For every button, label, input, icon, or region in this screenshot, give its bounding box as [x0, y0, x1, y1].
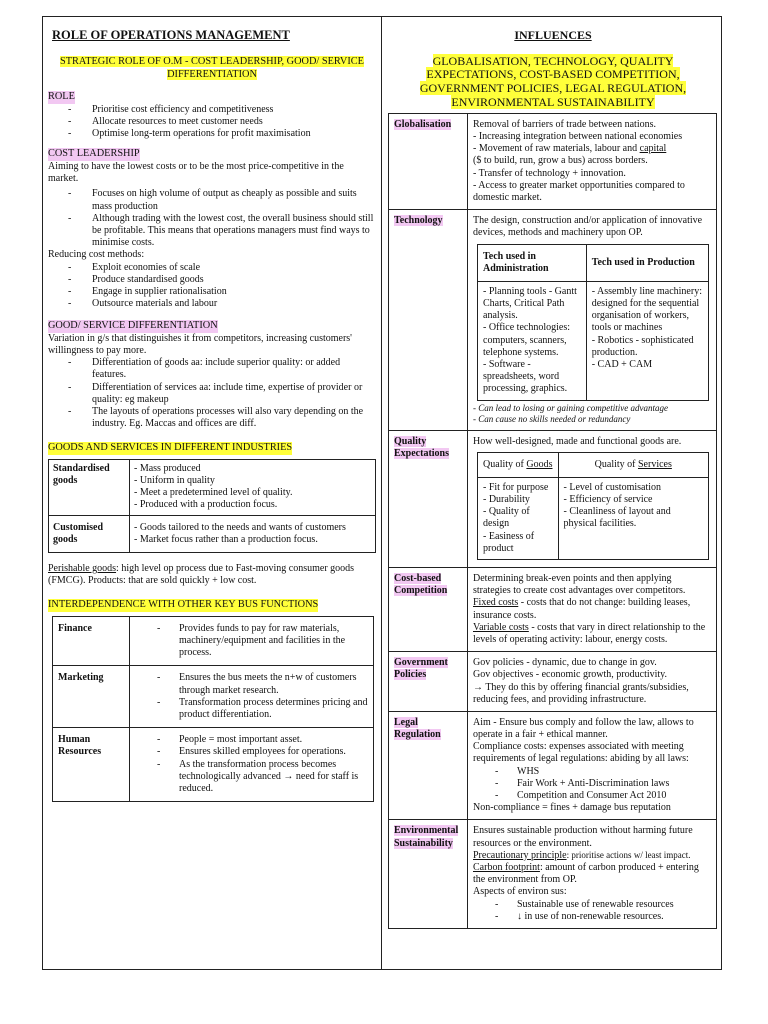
- table-key: Quality Expectations: [389, 430, 468, 568]
- table-cell: How well-designed, made and functional goods are. Quality of Goods Quality of Services - Fit for purpose - Durability - Quality of design - Easiness of product - Level of customisation - Efficiency of service - Cleanliness of layout and physical facilities.: [468, 430, 717, 568]
- table-cell: - Provides funds to pay for raw materials, machinery/equipment and facilities in the process.: [130, 616, 374, 666]
- role-heading: ROLE: [48, 91, 75, 103]
- diff-intro: Variation in g/s that distinguishes it from competitors, increasing customers' willingness to pay more.: [48, 332, 352, 356]
- list-item: - Differentiation of services aa: include time, expertise of provider or quality: eg makeup: [48, 382, 376, 406]
- table-row: [389, 113, 717, 209]
- cost-intro: Aiming to have the lowest costs or to be the most price-competitive in the market.: [48, 161, 344, 185]
- table-key: Cost-based Competition: [389, 568, 468, 652]
- interdependence-table: [52, 616, 374, 802]
- industries-table: [48, 459, 376, 553]
- table-row: [389, 210, 717, 430]
- list-item: - Optimise long-term operations for profit maximisation: [48, 128, 376, 140]
- cost-list: [48, 188, 376, 249]
- industries-heading: GOODS AND SERVICES IN DIFFERENT INDUSTRIES: [48, 442, 293, 454]
- left-subtitle: STRATEGIC ROLE OF O.M - COST LEADERSHIP, GOOD/ SERVICE DIFFERENTIATION: [60, 56, 364, 80]
- diff-list: [48, 357, 376, 430]
- role-list: [48, 104, 376, 141]
- perishable-note: Perishable goods: high level op process due to Fast-moving consumer goods (FMCG). Products: that are sold quickly + low cost.: [48, 562, 355, 587]
- table-row: [53, 666, 374, 728]
- list-item: - Although trading with the lowest cost, the overall business should still be profitable. This means that operations managers must find ways to minimise costs.: [48, 213, 376, 250]
- table-row: [53, 616, 374, 666]
- right-title: INFLUENCES: [514, 28, 592, 42]
- list-item: - Exploit economies of scale: [48, 262, 376, 274]
- table-key: Marketing: [53, 666, 130, 728]
- list-item: - Produce standardised goods: [48, 274, 376, 286]
- quality-table: Quality of Goods Quality of Services - Fit for purpose - Durability - Quality of design - Easiness of product - Level of customisation - Efficiency of service - Cleanliness of layout and physical facilities.: [477, 452, 709, 560]
- table-key: Human Resources: [53, 728, 130, 802]
- table-cell: Aim - Ensure bus comply and follow the law, allows to operate in a fair + ethical manner. Compliance costs: expenses associated with meeting requirements of legal regulations: abiding by all laws: - WHS - Fair Work + Anti-Discrimination laws - Competition and Consumer Act 2010 Non-compliance = fines + damage bus reputation: [468, 711, 717, 820]
- table-key: Finance: [53, 616, 130, 666]
- column-divider: [381, 16, 382, 970]
- table-row: [389, 430, 717, 568]
- table-key: Legal Regulation: [389, 711, 468, 820]
- table-row: [389, 711, 717, 820]
- table-cell: - People = most important asset. - Ensures skilled employees for operations. - As the transformation process becomes technologically advanced → need for staff is reduced.: [130, 728, 374, 802]
- influences-table: [388, 113, 717, 929]
- right-subtitle: GLOBALISATION, TECHNOLOGY, QUALITY EXPECTATIONS, COST-BASED COMPETITION, GOVERNMENT POLICIES, LEGAL REGULATION, ENVIRONMENTAL SUSTAINABILITY: [419, 53, 687, 110]
- list-item: - Focuses on high volume of output as cheaply as possible and suits mass production: [48, 188, 376, 212]
- methods-list: [48, 262, 376, 311]
- table-row: [49, 515, 376, 552]
- list-item: - The layouts of operations processes will also vary depending on the industry. Eg. Maccas and offices are diff.: [48, 406, 376, 430]
- list-item: - Outsource materials and labour: [48, 298, 376, 310]
- left-title: ROLE OF OPERATIONS MANAGEMENT: [52, 28, 290, 42]
- table-cell: Ensures sustainable production without harming future resources or the environment. Precautionary principle: prioritise actions w/ least impact. Carbon footprint: amount of carbon produced + entering the environment from OP. Aspects of environ sus: - Sustainable use of renewable resources - ↓ in use of non-renewable resources.: [468, 820, 717, 929]
- list-item: - Prioritise cost efficiency and competitiveness: [48, 104, 376, 116]
- table-row: [53, 728, 374, 802]
- diff-heading: GOOD/ SERVICE DIFFERENTIATION: [48, 320, 218, 332]
- right-column: [388, 16, 718, 929]
- list-item: - Differentiation of goods aa: include superior quality: or added features.: [48, 357, 376, 381]
- table-row: [389, 652, 717, 712]
- table-cell: Gov policies - dynamic, due to change in gov. Gov objectives - economic growth, productivity. → They do this by offering financial grants/subsidies, reducing fees, and providing infrastructure.: [468, 652, 717, 712]
- cost-heading: COST LEADERSHIP: [48, 148, 140, 160]
- table-cell: Determining break-even points and then applying strategies to create cost advantages over competitors. Fixed costs - costs that do not change: building leases, insurance costs. Variable costs - costs that vary in direct relationship to the levels of operating activity: labour, energy costs.: [468, 568, 717, 652]
- table-cell: - Goods tailored to the needs and wants of customers - Market focus rather than a production focus.: [130, 515, 376, 552]
- table-key: Standardised goods: [49, 459, 130, 515]
- table-key: Technology: [389, 210, 468, 430]
- table-cell: The design, construction and/or application of innovative devices, methods and machinery upon OP. Tech used in Administration Tech used in Production - Planning tools - Gantt Charts, Critical Path analysis. - Office technologies: computers, scanners, telephone systems. - Software - spreadsheets, word processing, graphics. - Assembly line machinery: designed for the sequential organisation of workers, tools or machines - Robotics - sophisticated production. - CAD + CAM - Can lead to losing or gaining competitive advantage - Can cause no skills needed or redundancy: [468, 210, 717, 430]
- table-key: Customised goods: [49, 515, 130, 552]
- left-column: [48, 16, 376, 802]
- reducing-label: Reducing cost methods:: [48, 249, 145, 261]
- table-cell: - Ensures the bus meets the n+w of customers through market research. - Transformation process determines pricing and product differentiation.: [130, 666, 374, 728]
- tech-table: Tech used in Administration Tech used in Production - Planning tools - Gantt Charts, Critical Path analysis. - Office technologies: computers, scanners, telephone systems. - Software - spreadsheets, word processing, graphics. - Assembly line machinery: designed for the sequential organisation of workers, tools or machines - Robotics - sophisticated production. - CAD + CAM: [477, 244, 709, 401]
- table-cell: - Mass produced - Uniform in quality - Meet a predetermined level of quality. - Produced with a production focus.: [130, 459, 376, 515]
- table-row: [389, 568, 717, 652]
- table-key: Environmental Sustainability: [389, 820, 468, 929]
- list-item: - Allocate resources to meet customer needs: [48, 116, 376, 128]
- table-key: Globalisation: [389, 113, 468, 209]
- table-row: [389, 820, 717, 929]
- table-row: [49, 459, 376, 515]
- list-item: - Engage in supplier rationalisation: [48, 286, 376, 298]
- interdependence-heading: INTERDEPENDENCE WITH OTHER KEY BUS FUNCTIONS: [48, 599, 319, 611]
- table-key: Government Policies: [389, 652, 468, 712]
- table-cell: Removal of barriers of trade between nations. - Increasing integration between national economies - Movement of raw materials, labour and capital ($ to build, run, grow a bus) across borders. - Transfer of technology + innovation. - Access to greater market opportunities compared to domestic market.: [468, 113, 717, 209]
